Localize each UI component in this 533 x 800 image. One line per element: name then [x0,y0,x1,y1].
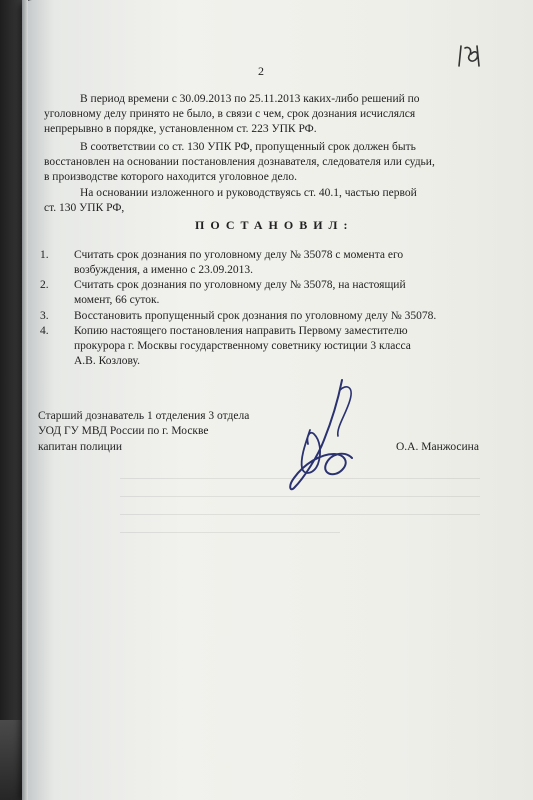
paragraph-3 [44,186,486,216]
item-line: Восстановить пропущенный срок дознания по уголовному делу № 35078. [74,310,437,322]
signer-position: Старший дознаватель 1 отделения 3 отдела [38,410,250,422]
paragraph-line: восстановлен на основании постановления дознавателя, следователя или судьи, [44,156,435,168]
signer-department: УОД ГУ МВД России по г. Москве [38,425,209,437]
item-number: 3. [40,310,49,322]
paragraph-line: В период времени с 30.09.2013 по 25.11.2013 каких-либо решений по [80,93,420,105]
paragraph-line: непрерывно в порядке, установленном ст. 223 УПК РФ. [44,123,317,135]
signer-name: О.А. Манжосина [396,441,479,453]
item-number: 4. [40,325,49,337]
item-number: 1. [40,249,49,261]
paragraph-line: На основании изложенного и руководствуясь ст. 40.1, частью первой [80,187,417,199]
corner-handwriting-mark [455,40,495,72]
paragraph-line: ст. 130 УПК РФ, [44,202,125,214]
page-edge [22,0,28,800]
item-line: Считать срок дознания по уголовному делу № 35078 с момента его [74,249,404,261]
bleed-through-line [120,514,480,515]
paragraph-line: В соответствии со ст. 130 УПК РФ, пропущенный срок должен быть [80,141,416,153]
handwritten-signature [280,370,370,500]
paragraph-line: уголовному делу принято не было, в связи с чем, срок дознания исчислялся [44,108,416,120]
item-number: 2. [40,279,49,291]
item-line: момент, 66 суток. [74,294,160,306]
item-text [74,248,486,278]
item-line: возбуждения, а именно с 23.09.2013. [74,264,253,276]
item-text [74,309,486,324]
paragraph-2 [44,140,486,185]
item-line: прокурора г. Москвы государственному советнику юстиции 3 класса [74,340,411,352]
item-line: А.В. Козлову. [74,355,140,367]
bleed-through-line [120,532,340,533]
item-line: Копию настоящего постановления направить Первому заместителю [74,325,408,337]
paragraph-line: в производстве которого находится уголовное дело. [44,171,297,183]
decision-title: ПОСТАНОВИЛ: [195,218,354,232]
item-line: Считать срок дознания по уголовному делу № 35078, на настоящий [74,279,406,291]
signer-rank: капитан полиции [38,441,123,453]
item-text [74,278,486,308]
page-number: 2 [258,64,264,78]
paragraph-1 [44,92,486,137]
item-text [74,324,486,369]
